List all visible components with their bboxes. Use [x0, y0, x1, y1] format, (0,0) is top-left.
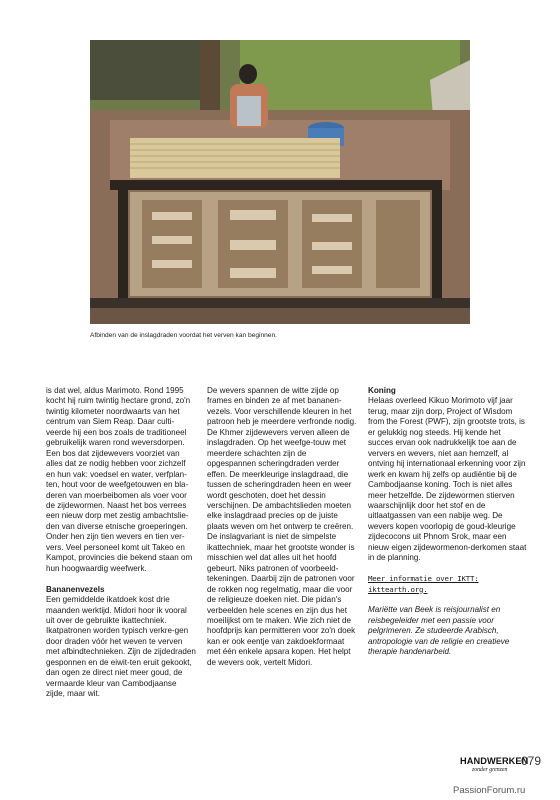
more-info-title: Meer informatie over IKTT:	[368, 574, 479, 584]
watermark: PassionForum.ru	[453, 785, 526, 796]
author-bio: Mariëtte van Beek is reisjournalist en reisbegeleider met een passie voor pelgrimeren. Ze studeerde Arabisch, antropologie van de religie en creatieve therapie handenarbeid.	[368, 605, 510, 657]
page-footer	[460, 756, 556, 778]
column-2-paragraph-1: De wevers spannen de witte zijde op frames en binden ze af met bananen-vezels. Voor verschillende kleuren in het patroon heb je meerdere verfronde nodig. De Khmer zijdewevers verven alleen de inslagdraden. Op het weefge-touw met meerdere schachten zijn de opgespannen scheringdraden verder effen. De meerkleurige inslagdraad, die tussen de scheringdraden heen en weer wordt geschoten, doet het dessin verschijnen. De ambachtslieden moeten elke inslagdraad precies op de juiste plaats weven om het ontwerp te creëren.	[207, 386, 357, 531]
column-1-body: Een gemiddelde ikatdoek kost drie maanden werktijd. Midori hoor ik vooral uit over de gebruikte ikattechniek. Ikatpatronen worden typisch verkre-gen door draden vóór het weven te verven met afbindtechnieken. Zijn de zijdedraden gesponnen en de eiwit-ten eruit gekookt, dan ogen ze direct niet meer goud, de vermaarde kleur van Cambodjaanse zijde, maar wit.	[46, 595, 196, 699]
column-1	[46, 386, 196, 700]
column-1-intro: is dat wel, aldus Marimoto. Rond 1995 kocht hij ruim twintig hectare grond, zo'n twintig kilometer noordwaarts van het centrum van Siem Reap. Daar culti-veerde hij een bos zoals de traditioneel gebruikelijk waren rond weversdorpen. Een bos dat zijdewevers voorziet van alles dat ze nodig hebben voor zichzelf en hun vak: voedsel en water, verfplan-ten, hout voor de weefgetouwen en bla-deren van moerbeibomen als voer voor de zijdewormen. Naast het bos verrees een nieuw dorp met zestig ambachtslie-den van diverse etnische groeperingen. Onder hen zijn tien wevers en tien ver-vers. Veel personeel komt uit Takeo en Kampot, provincies die bekend staan om hun hoogwaardig weefwerk.	[46, 386, 193, 573]
page-number: 079	[521, 754, 542, 768]
magazine-brand: HANDWERKEN	[460, 756, 529, 766]
column-2	[207, 386, 357, 668]
heading-bananenvezels: Bananenvezels	[46, 584, 105, 594]
paragraph-gap	[368, 564, 528, 574]
article-body	[46, 386, 530, 746]
magazine-brand-subtitle: zonder grenzen	[472, 767, 508, 773]
photo-illustration	[90, 40, 470, 324]
more-info-link[interactable]: ikttearth.org.	[368, 584, 428, 594]
heading-koning: Koning	[368, 386, 396, 395]
weaving-loom-photo	[90, 40, 470, 324]
column-3-body: Helaas overleed Kikuo Morimoto vijf jaar terug, maar zijn dorp, Project of Wisdom from the Forest (PWF), zijn grootste trots, is er gelukkig nog steeds. Hij kende het succes ervan ook nadrukkelijk toe aan de ververs en wevers, niet aan hemzelf, al ontving hij internationaal erkenning voor zijn werk en kwam hij zelfs op audiëntie bij de Cambodjaanse koning. Toch is niet alles meer hetzelfde. De zijdewormen stierven waarschijnlijk door het stof en de uitlaatgassen van een nabije weg. De wevers kopen voorlopig de goud-kleurige zijdecocons uit Phnom Srok, maar een nieuw eigen zijdewormenon-derkomen staat in de planning.	[368, 396, 527, 563]
paragraph-gap	[46, 574, 196, 584]
paragraph-gap	[368, 595, 528, 605]
photo-caption: Afbinden van de inslagdraden voordat het verven kan beginnen.	[90, 332, 277, 339]
column-3	[368, 386, 528, 658]
column-2-paragraph-2: De inslagvariant is niet de simpelste ikattechniek, maar het grootste wonder is misschien wel dat alles uit het hoofd gebeurt. Niks patronen of voorbeeld-tekeningen. Daarbij zijn de patronen voor de rokken nog regelmatig, maar die voor de religieuze doeken niet. Die pidan's verbeelden hele scenes en zijn dus het moeilijkst om te maken. Wie zich niet de hoofdprijs kan permitteren voor zo'n doek kan er ook eentje van zakdoekformaat met één enkele apsara kopen. Het helpt de wevers ook, vertelt Midori.	[207, 532, 356, 667]
